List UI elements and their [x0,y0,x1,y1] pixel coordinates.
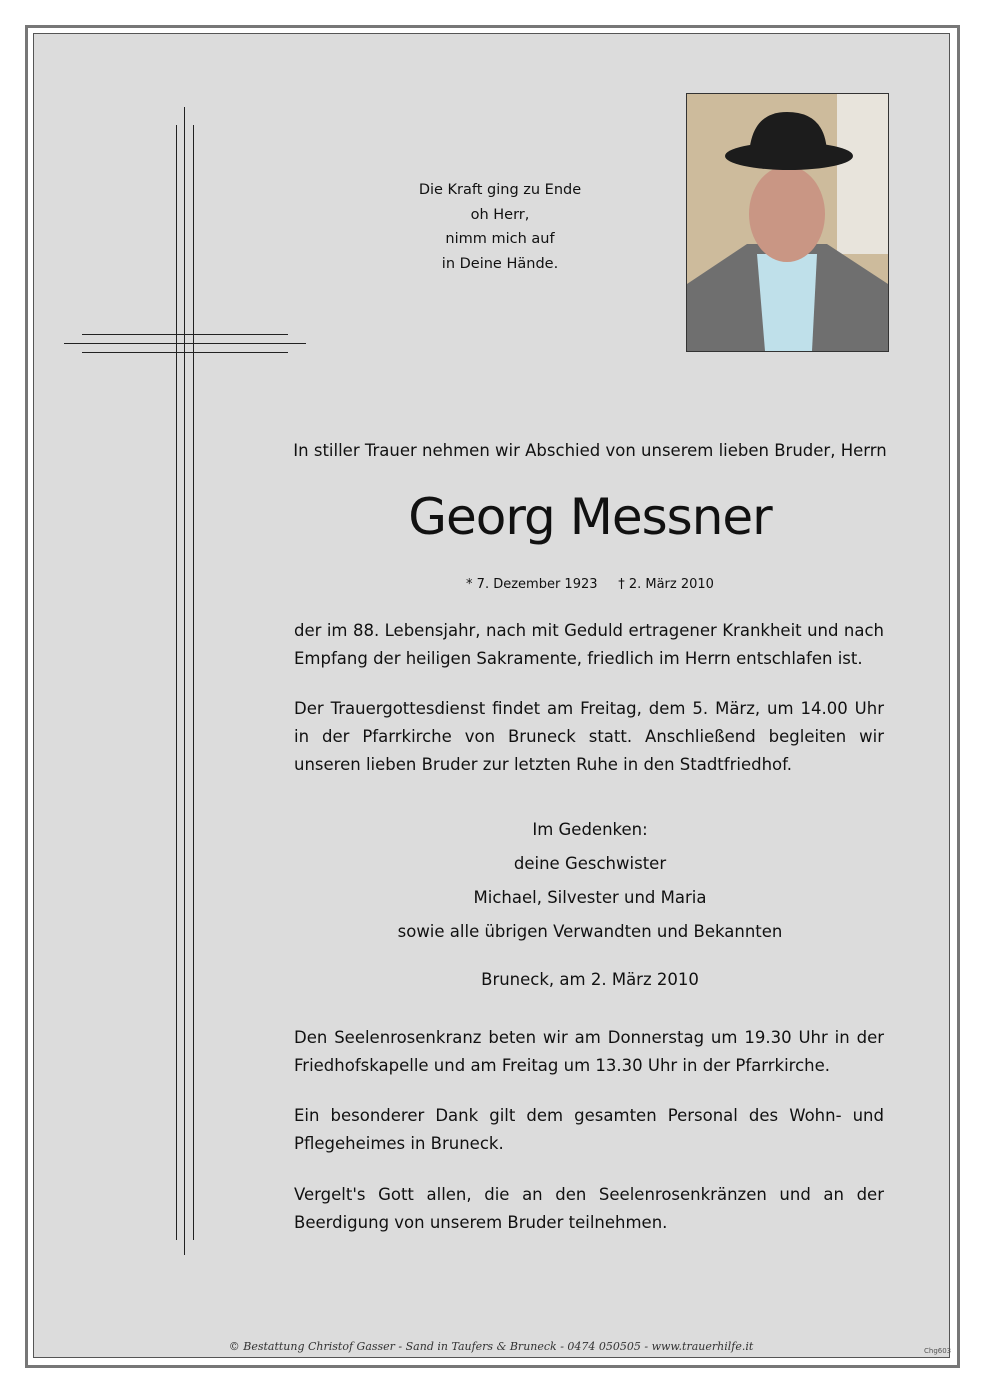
portrait-photo [686,93,889,352]
poem-line: oh Herr, [470,206,530,223]
life-dates [290,577,890,592]
poem-line: in Deine Hände. [441,255,559,272]
paragraph-rosary: Den Seelenrosenkranz beten wir am Donnerstag um 19.30 Uhr in der Friedhofskapelle und am Freitag um 13.30 Uhr in der Pfarrkirche. [294,1028,884,1075]
template-code: Chg603 [924,1347,952,1355]
mourners-line: Michael, Silvester und Maria [473,888,707,907]
mourners-line: Im Gedenken: [532,820,648,839]
paragraph-funeral: Der Trauergottesdienst findet am Freitag, dem 5. März, um 14.00 Uhr in der Pfarrkirche von Bruneck statt. Anschließend begleiten wir unseren lieben Bruder zur letzten Ruhe in den Stadtfriedhof. [294,699,884,774]
paragraph-death: der im 88. Lebensjahr, nach mit Geduld ertragener Krankheit und nach Empfang der heiligen Sakramente, friedlich im Herrn entschlafen ist. [294,621,884,668]
poem-line: Die Kraft ging zu Ende [418,182,582,198]
death-date: † 2. März 2010 [618,577,714,592]
place-date: Bruneck, am 2. März 2010 [481,970,699,989]
mourners [290,813,890,949]
mourners-line: sowie alle übrigen Verwandten und Bekannten [397,922,783,941]
deceased-name: Georg Messner [408,488,772,546]
birth-date: * 7. Dezember 1923 [466,577,598,592]
paragraph-gratitude: Vergelt's Gott allen, die an den Seelenrosenkränzen und an der Beerdigung von unserem Bruder teilnehmen. [294,1185,884,1232]
paragraph-thanks: Ein besonderer Dank gilt dem gesamten Personal des Wohn- und Pflegeheimes in Bruneck. [294,1106,884,1153]
mourners-line: deine Geschwister [513,854,667,873]
poem-line: nimm mich auf [445,231,555,247]
intro-text: In stiller Trauer nehmen wir Abschied von unserem lieben Bruder, Herrn [293,441,887,460]
poem [380,178,620,276]
footer-credit: © Bestattung Christof Gasser - Sand in Taufers & Bruneck - 0474 050505 - www.trauerhilfe.it [228,1340,754,1353]
